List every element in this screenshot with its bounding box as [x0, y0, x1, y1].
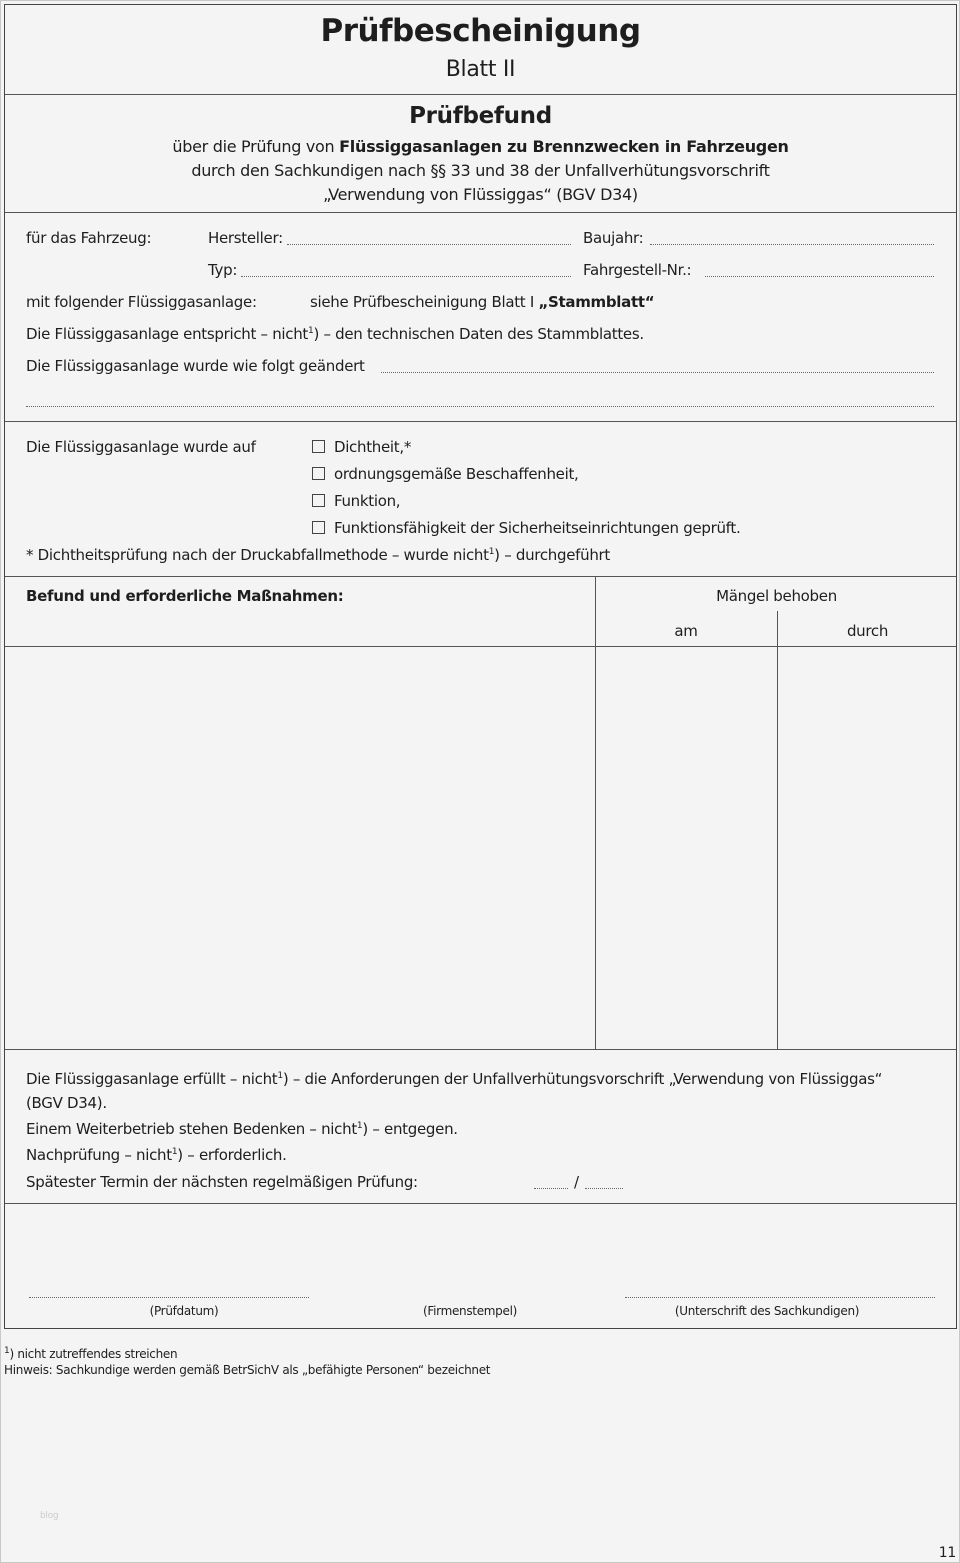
checkbox-icon[interactable] — [312, 521, 325, 534]
col-am: am — [674, 622, 698, 640]
checks-section — [5, 422, 956, 577]
subtitle-section — [5, 95, 956, 213]
tightness-note: * Dichtheitsprüfung nach der Druckabfallmethode – wurde nicht$^1$) – durchgeführt — [26, 546, 610, 564]
result-line-1: Die Flüssiggasanlage erfüllt – nicht$^1$) – die Anforderungen der Unfallverhütungsvorschrift „Verwendung von Flüssiggas“ — [26, 1070, 883, 1088]
next-inspection-month[interactable] — [534, 1188, 568, 1189]
page-number: 11 — [938, 1545, 956, 1561]
defects-fixed-header: Mängel behoben — [716, 587, 837, 605]
chassis-label: Fahrgestell-Nr.: — [583, 261, 692, 279]
checks-label: Die Flüssiggasanlage wurde auf — [26, 438, 256, 456]
findings-header — [5, 577, 956, 647]
result-section — [5, 1050, 956, 1204]
date-separator: / — [574, 1173, 579, 1191]
system-reference: siehe Prüfbescheinigung Blatt I „Stammblatt“ — [310, 293, 655, 311]
vehicle-section — [5, 213, 956, 422]
watermark: blog — [40, 1511, 59, 1521]
subtitle-line-3: „Verwendung von Flüssiggas“ (BGV D34) — [323, 185, 638, 204]
result-line-4: Spätester Termin der nächsten regelmäßigen Prüfung: — [26, 1173, 418, 1191]
findings-input-area[interactable] — [5, 647, 593, 1049]
fixed-by-area[interactable] — [779, 647, 957, 1049]
fixed-date-area[interactable] — [597, 647, 775, 1049]
hint-note: Hinweis: Sachkundige werden gemäß BetrSichV als „befähigte Personen“ bezeichnet — [4, 1363, 491, 1377]
result-line-2: Einem Weiterbetrieb stehen Bedenken – nicht$^1$) – entgegen. — [26, 1120, 458, 1138]
subtitle-line-2: durch den Sachkundigen nach §§ 33 und 38 der Unfallverhütungsvorschrift — [191, 161, 770, 180]
check-item-condition[interactable]: ordnungsgemäße Beschaffenheit, — [312, 465, 579, 483]
col-durch: durch — [846, 622, 889, 640]
expert-signature-line[interactable] — [625, 1297, 935, 1298]
subtitle-line-1: über die Prüfung von Flüssiggasanlagen zu Brennzwecken in Fahrzeugen — [172, 137, 789, 156]
stamp-caption: (Firmenstempel) — [423, 1304, 517, 1318]
title-section — [5, 5, 956, 95]
manufacturer-field[interactable] — [287, 244, 571, 245]
findings-title: Befund und erforderliche Maßnahmen: — [26, 587, 344, 605]
date-caption: (Prüfdatum) — [149, 1304, 219, 1318]
check-item-tightness[interactable]: Dichtheit,* — [312, 438, 411, 456]
signature-section — [5, 1204, 956, 1328]
checkbox-icon[interactable] — [312, 494, 325, 507]
type-label: Typ: — [208, 261, 238, 279]
signature-caption: (Unterschrift des Sachkundigen) — [674, 1304, 860, 1318]
checkbox-icon[interactable] — [312, 440, 325, 453]
checkbox-icon[interactable] — [312, 467, 325, 480]
system-label: mit folgender Flüssiggasanlage: — [26, 293, 257, 311]
next-inspection-year[interactable] — [585, 1188, 623, 1189]
vehicle-label: für das Fahrzeug: — [26, 229, 152, 247]
page-title: Prüfbescheinigung — [320, 13, 641, 49]
chassis-field[interactable] — [705, 276, 934, 277]
findings-body — [5, 647, 956, 1050]
year-label: Baujahr: — [583, 229, 644, 247]
changes-field-line-1[interactable] — [381, 372, 934, 373]
inspection-form — [4, 4, 957, 1329]
check-item-safety[interactable]: Funktionsfähigkeit der Sicherheitseinrichtungen geprüft. — [312, 519, 740, 537]
section-heading: Prüfbefund — [409, 103, 552, 129]
check-item-function[interactable]: Funktion, — [312, 492, 400, 510]
footnote: $^1$) nicht zutreffendes streichen — [4, 1346, 178, 1361]
changed-label: Die Flüssiggasanlage wurde wie folgt geändert — [26, 357, 365, 375]
date-signature-line[interactable] — [29, 1297, 309, 1298]
changes-field-line-2[interactable] — [26, 406, 934, 407]
sheet-label: Blatt II — [445, 57, 516, 82]
result-line-3: Nachprüfung – nicht$^1$) – erforderlich. — [26, 1146, 287, 1164]
result-line-1-cont: (BGV D34). — [26, 1094, 107, 1112]
year-field[interactable] — [650, 244, 934, 245]
manufacturer-label: Hersteller: — [208, 229, 283, 247]
conformity-statement: Die Flüssiggasanlage entspricht – nicht$^1$) – den technischen Daten des Stammblattes. — [26, 325, 644, 343]
type-field[interactable] — [241, 276, 571, 277]
